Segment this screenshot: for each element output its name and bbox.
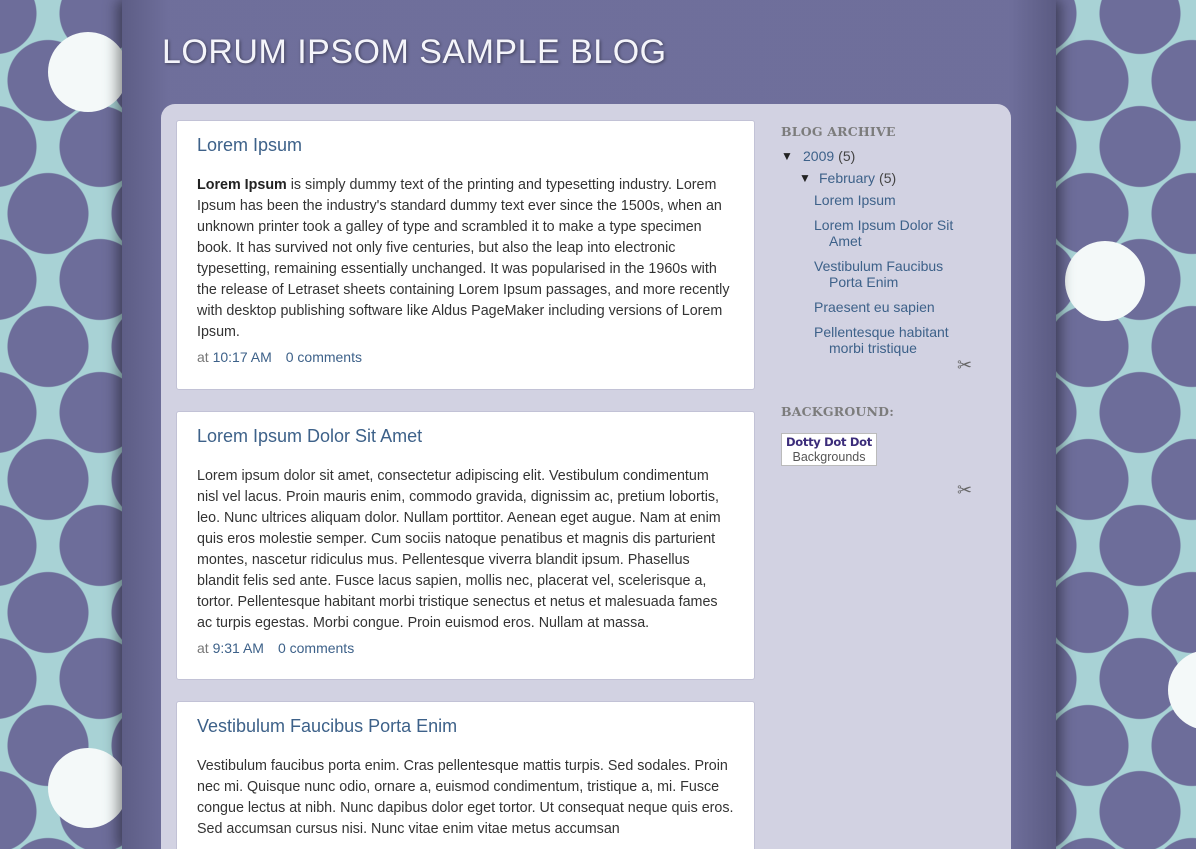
post-comments-link[interactable]: 0 comments	[285, 349, 362, 365]
post	[176, 120, 755, 390]
collapse-toggle-icon[interactable]: ▼	[799, 171, 811, 185]
white-dot-decoration	[48, 32, 128, 112]
post	[176, 701, 755, 849]
main-column	[122, 0, 1056, 849]
post-title[interactable]: Lorem Ipsum Dolor Sit Amet	[197, 426, 423, 446]
archive-month-count: (5)	[879, 170, 897, 186]
post-body-text: is simply dummy text of the printing and typesetting industry. Lorem Ipsum has been the industry's standard dummy text ever since the 1500s, when an unknown printer took a galley of type and scrambled it to make a type specimen book. It has survived not only five centuries, but also the leap into electronic typesetting, remaining essentially unchanged. It was popularised in the 1960s with the release of Letraset sheets containing Lorem Ipsum passages, and more recently with desktop publishing software like Aldus PageMaker including versions of Lorem Ipsum.	[197, 177, 730, 340]
archive-post-link[interactable]: Pellentesque habitant morbi tristique	[814, 324, 949, 356]
white-dot-decoration	[1168, 650, 1196, 730]
content-panel	[161, 104, 1011, 849]
collapse-toggle-icon[interactable]: ▼	[781, 149, 793, 163]
white-dot-decoration	[1065, 241, 1145, 321]
post-timestamp-link[interactable]: 9:31 AM	[212, 640, 264, 656]
archive-year-count: (5)	[838, 148, 856, 164]
post-comments-link[interactable]: 0 comments	[277, 640, 355, 656]
post-body: Lorem ipsum dolor sit amet, consectetur adipiscing elit. Vestibulum condimentum nisl vel lacus. Proin mauris enim, commodo gravida, dignissim ac, pretium lobortis, leo. Nunc ultrices aliquam dolor. Nullam porttitor. Aenean eget augue. Nam at enim quis eros molestie semper. Cum sociis natoque penatibus et magnis dis parturient montes, nascetur ridiculus mus. Pellentesque viverra blandit ipsum. Phasellus blandit felis sed ante. Fusce lacus sapien, mollis nec, placerat vel, scelerisque a, tortor. Pellentesque habitant morbi tristique senectus et netus et malesuada fames ac turpis egestas. Morbi congue. Proin euismod eros. Nullam at massa.	[197, 468, 721, 631]
archive-month-link[interactable]: February	[819, 170, 876, 186]
archive-post-list	[814, 192, 991, 356]
archive-post-link[interactable]: Lorem Ipsum Dolor Sit Amet	[814, 217, 954, 249]
badge-line1: Dotty Dot Dot	[786, 435, 872, 449]
archive-post-link[interactable]: Vestibulum Faucibus Porta Enim	[814, 258, 944, 290]
post-title[interactable]: Vestibulum Faucibus Porta Enim	[197, 716, 458, 736]
blog-title[interactable]: LORUM IPSOM SAMPLE BLOG	[162, 33, 667, 71]
post-body-bold: Lorem Ipsum	[197, 177, 287, 193]
badge-line2: Backgrounds	[792, 450, 866, 464]
edit-widget-icon[interactable]: ✂	[957, 355, 973, 375]
blog-archive-title: BLOG ARCHIVE	[781, 124, 896, 139]
archive-post-link[interactable]: Praesent eu sapien	[814, 299, 935, 315]
white-dot-decoration	[48, 748, 128, 828]
sidebar	[781, 124, 991, 500]
post	[176, 411, 755, 680]
post-body: Vestibulum faucibus porta enim. Cras pellentesque mattis turpis. Sed sodales. Proin nec mi. Quisque nunc odio, ornare a, euismod condimentum, tristique a, mi. Fusce congue lectus at nibh. Nunc dapibus dolor eget tortor. Ut consequat neque quis eros. Sed accumsan cursus nisi. Nunc vitae enim vitae metus accumsan	[197, 758, 734, 837]
archive-post-link[interactable]: Lorem Ipsum	[814, 192, 896, 208]
archive-year-link[interactable]: 2009	[803, 148, 835, 164]
post-body	[197, 175, 734, 343]
post-footer	[197, 640, 734, 656]
post-footer	[197, 349, 734, 365]
background-title: BACKGROUND:	[781, 404, 895, 419]
dotty-dot-dot-badge[interactable]	[781, 433, 877, 466]
post-timestamp-link[interactable]: 10:17 AM	[212, 349, 272, 365]
archive-year-row	[781, 148, 991, 164]
edit-widget-icon[interactable]: ✂	[957, 480, 973, 500]
post-at-label: at	[197, 640, 209, 656]
archive-month-row	[781, 170, 991, 186]
post-at-label: at	[197, 349, 209, 365]
post-title[interactable]: Lorem Ipsum	[197, 135, 303, 155]
